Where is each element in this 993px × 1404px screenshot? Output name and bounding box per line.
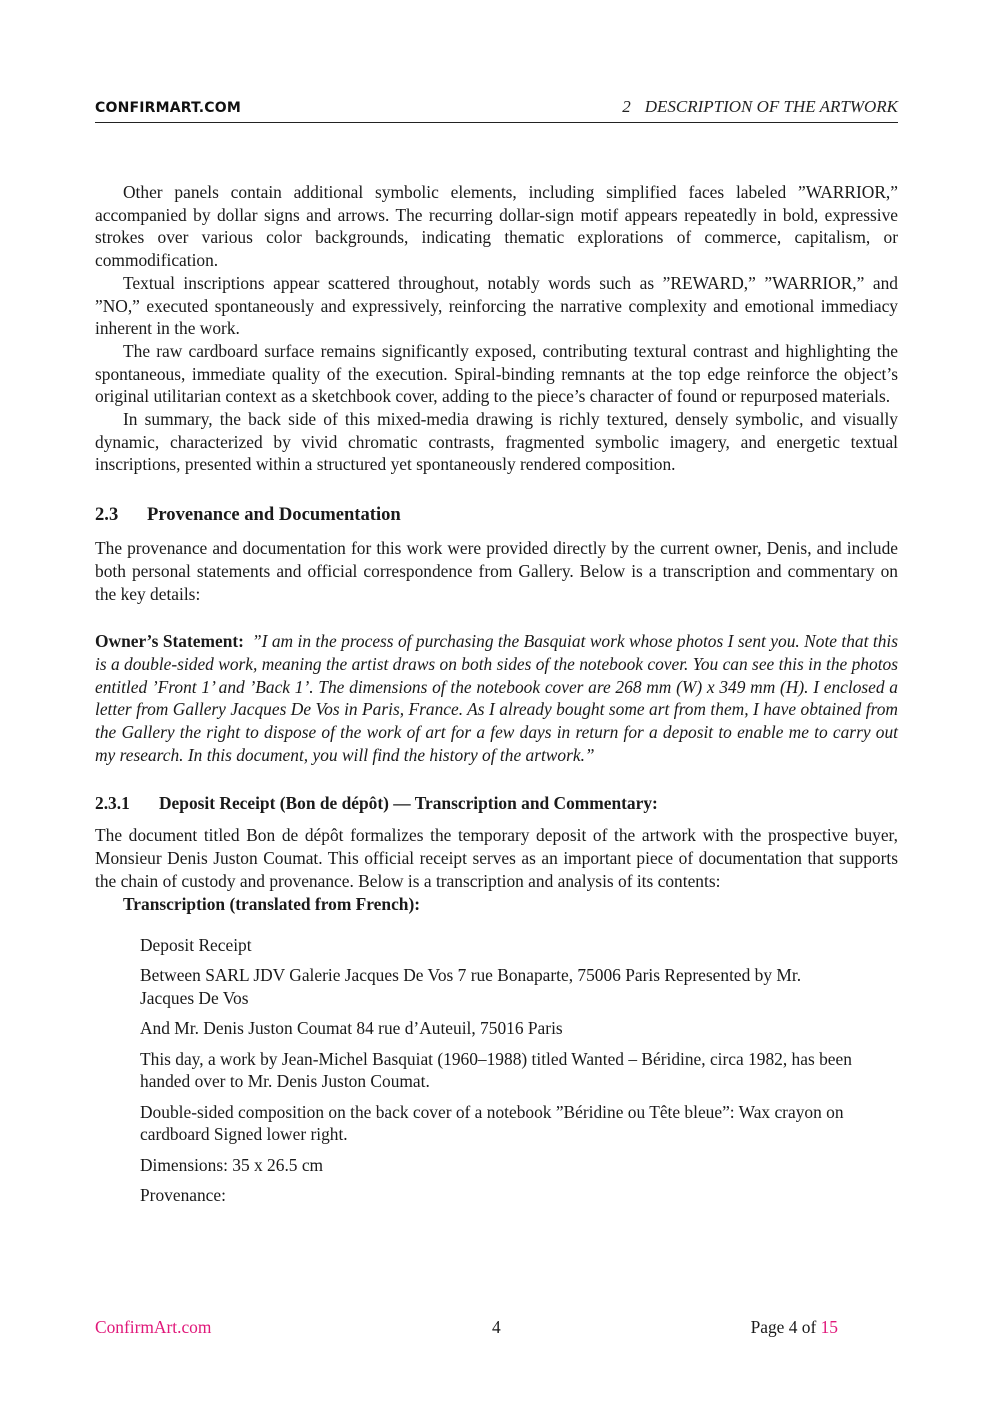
body-paragraph: Other panels contain additional symbolic elements, including simplified faces labeled ”WARRIOR,” accompanied by dollar signs and arrows. The recurring dollar-sign motif appears repeatedly in bold, expressive strokes over various color backgrounds, indicating thematic explorations of commerce, capitalism, or commodification. (95, 182, 898, 271)
subsection-title: Deposit Receipt (Bon de dépôt) — Transcription and Commentary: (159, 793, 658, 814)
subsection-heading-2-3-1 (95, 791, 898, 815)
running-section-label: DESCRIPTION OF THE ARTWORK (644, 97, 898, 116)
section-number: 2.3 (95, 504, 119, 526)
transcription-heading: Transcription (translated from French): (123, 893, 421, 914)
body-paragraph: Textual inscriptions appear scattered throughout, notably words such as ”REWARD,” ”WARRIOR,” and ”NO,” executed spontaneously and expressively, reinforcing the narrative complexity and emotional immediacy inherent in the work. (95, 272, 898, 339)
transcription-line: And Mr. Denis Juston Coumat 84 rue d’Auteuil, 75016 Paris (140, 1018, 563, 1039)
owner-statement (95, 630, 898, 766)
owner-statement-quote: ”I am in the process of purchasing the Basquiat work whose photos I sent you. Note that this is a double-sided work, meaning the artist draws on both sides of the notebook cover. You can see this in the photos entitled ’Front 1’ and ’Back 1’. The dimensions of the notebook cover are 268 mm (W) x 349 mm (H). I enclosed a letter from Gallery Jacques De Vos in Paris, France. As I already bought some art from them, I have obtained from the Gallery the right to dispose of the work of art for a few days in return for a deposit to enable me to carry out my research. In this document, you will find the history of the artwork.” (95, 631, 898, 765)
running-section-number: 2 (622, 97, 631, 116)
transcription-line: Between SARL JDV Galerie Jacques De Vos 7 rue Bonaparte, 75006 Paris Represented by Mr. Jacques De Vos (140, 965, 802, 1008)
page-footer (95, 1317, 838, 1339)
body-paragraph: In summary, the back side of this mixed-media drawing is richly textured, densely symbolic, and visually dynamic, characterized by vivid chromatic contrasts, fragmented symbolic imagery, and energetic textual inscriptions, presented within a structured yet spontaneously rendered composition. (95, 409, 898, 475)
section-intro: The provenance and documentation for this work were provided directly by the current owner, Denis, and include both personal statements and official correspondence from Gallery. Below is a transcription and commentary on the key details: (95, 538, 898, 604)
transcription-line: Double-sided composition on the back cover of a notebook ”Béridine ou Tête bleue”: Wax crayon on cardboard Signed lower right. (140, 1101, 844, 1145)
section-title: Provenance and Documentation (147, 504, 401, 526)
transcription-block (140, 934, 852, 1207)
footer-total-pages-link[interactable]: 15 (820, 1317, 838, 1337)
subsection-number: 2.3.1 (95, 793, 130, 814)
subsection-intro: The document titled Bon de dépôt formalizes the temporary deposit of the artwork with the prospective buyer, Monsieur Denis Juston Coumat. This official receipt serves as an important piece of documentation that supports the chain of custody and provenance. Below is a transcription and analysis of its contents: (95, 825, 898, 891)
transcription-line: Deposit Receipt (140, 934, 252, 955)
transcription-line: Provenance: (140, 1185, 226, 1206)
transcription-line: This day, a work by Jean-Michel Basquiat (1960–1988) titled Wanted – Béridine, circa 1982, has been handed over to Mr. Denis Juston Coumat. (140, 1048, 852, 1092)
running-section-title (622, 97, 898, 117)
footer-page-number: 4 (492, 1317, 501, 1337)
footer-page-prefix: Page 4 of (750, 1317, 817, 1337)
running-header (95, 96, 898, 123)
section-heading-2-3 (95, 502, 898, 528)
site-logo: CONFIRMART.COM (95, 100, 242, 116)
page-body (95, 181, 898, 1215)
footer-page-count (751, 1317, 838, 1338)
footer-site-link[interactable]: ConfirmArt.com (95, 1317, 212, 1337)
owner-statement-label: Owner’s Statement: (95, 631, 244, 652)
transcription-line: Dimensions: 35 x 26.5 cm (140, 1154, 324, 1175)
body-paragraph: The raw cardboard surface remains significantly exposed, contributing textural contrast and highlighting the spontaneous, immediate quality of the execution. Spiral-binding remnants at the top edge reinforce the object’s original utilitarian context as a sketchbook cover, adding to the piece’s character of found or repurposed materials. (95, 340, 898, 407)
